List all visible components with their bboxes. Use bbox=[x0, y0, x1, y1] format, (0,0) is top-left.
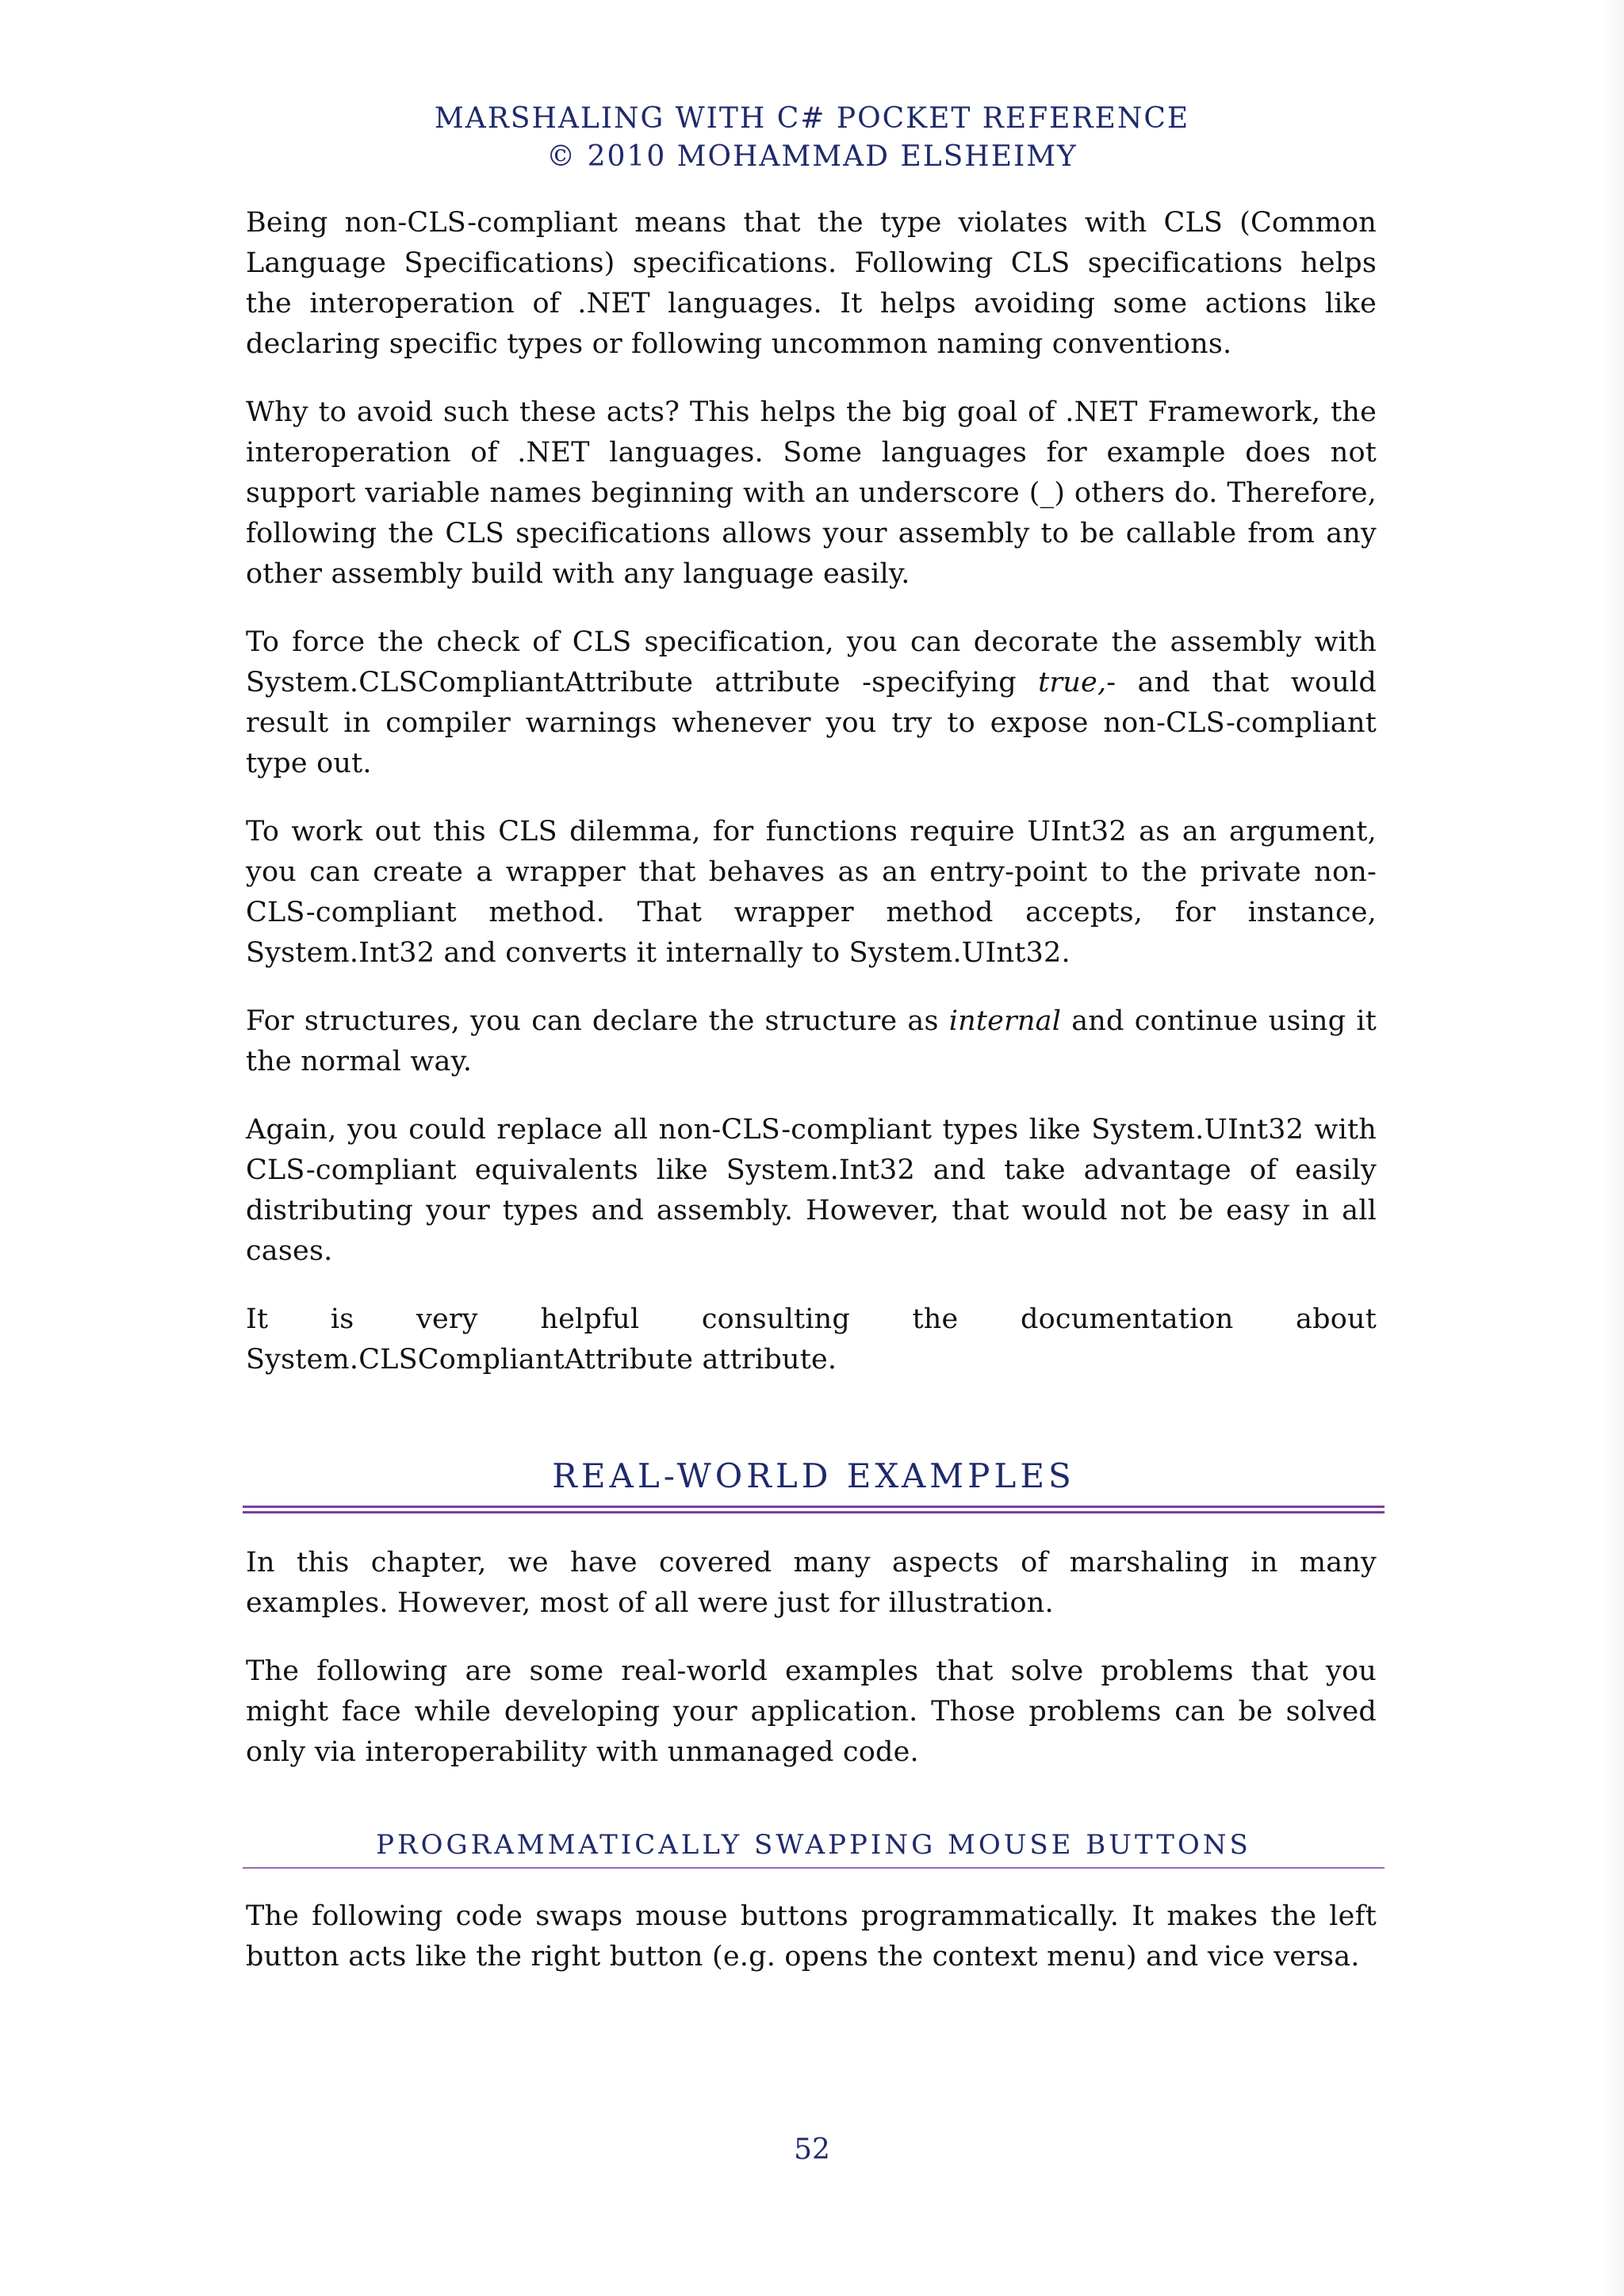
paragraph-documentation bbox=[246, 1299, 1377, 1380]
running-header-title: MARSHALING WITH C# POCKET REFERENCE bbox=[434, 102, 1190, 135]
body-text bbox=[246, 203, 1377, 1408]
paragraph-swap-buttons: The following code swaps mouse buttons programmatically. It makes the left button acts like the right button (e.g. opens the context menu) and vice versa. bbox=[246, 1900, 1377, 1973]
paragraph-real-world: The following are some real-world examples that solve problems that you might face while developing your application. Those problems can be solved only via interoperability with unmanaged code. bbox=[246, 1655, 1377, 1768]
paragraph-cls-definition: Being non-CLS-compliant means that the type violates with CLS (Common Language Specifications) specifications. Following CLS specifications helps the interoperation of .NET languages. It helps avoiding some actions like declaring specific types or following uncommon naming conventions. bbox=[246, 207, 1377, 360]
chapter-heading: REAL-WORLD EXAMPLES bbox=[552, 1456, 1075, 1495]
section-intro bbox=[246, 1896, 1377, 1977]
paragraph-why-avoid: Why to avoid such these acts? This helps the big goal of .NET Framework, the interoperation of .NET languages. Some languages for example does not support variable names beginning with an underscore (_) others do. Therefore, following the CLS specifications allows your assembly to be callable from any other assembly build with any language easily. bbox=[246, 396, 1377, 590]
paragraph-force-check bbox=[246, 622, 1377, 784]
paragraph-documentation-line2: System.CLSCompliantAttribute attribute. bbox=[246, 1344, 837, 1376]
paragraph-chapter-covered: In this chapter, we have covered many aspects of marshaling in many examples. However, most of all were just for illustration. bbox=[246, 1547, 1377, 1619]
section-heading: PROGRAMMATICALLY SWAPPING MOUSE BUTTONS bbox=[376, 1829, 1251, 1861]
chapter-heading-rule bbox=[243, 1506, 1385, 1513]
paragraph-structures bbox=[246, 1001, 1377, 1082]
page-edge-shadow bbox=[1602, 0, 1624, 2296]
running-header-copyright: © 2010 MOHAMMAD ELSHEIMY bbox=[546, 140, 1078, 173]
chapter-intro bbox=[246, 1543, 1377, 1800]
paragraph-structures-text-end: and continue using it the normal way. bbox=[246, 1005, 1377, 1077]
paragraph-replace-types: Again, you could replace all non-CLS-compliant types like System.UInt32 with CLS-compliant equivalents like System.Int32 and take advantage of easily distributing your types and assembly. However, that would not be easy in all cases. bbox=[246, 1114, 1377, 1267]
page-number: 52 bbox=[794, 2133, 830, 2166]
section-heading-rule bbox=[243, 1867, 1385, 1869]
paragraph-force-check-text-end: - and that would result in compiler warnings whenever you try to expose non-CLS-compliant type out. bbox=[246, 667, 1377, 779]
italic-true: true, bbox=[1038, 667, 1107, 698]
paragraph-documentation-line1: It is very helpful consulting the documentation about bbox=[246, 1303, 1377, 1335]
paragraph-force-check-text: To force the check of CLS specification, you can decorate the assembly with System.CLSCompliantAttribute attribute -specifying bbox=[246, 626, 1377, 698]
paragraph-structures-text: For structures, you can declare the structure as bbox=[246, 1005, 949, 1037]
italic-internal: internal bbox=[948, 1005, 1062, 1037]
paragraph-cls-dilemma: To work out this CLS dilemma, for functions require UInt32 as an argument, you can create a wrapper that behaves as an entry-point to the private non-CLS-compliant method. That wrapper method accepts, for instance, System.Int32 and converts it internally to System.UInt32. bbox=[246, 816, 1377, 969]
